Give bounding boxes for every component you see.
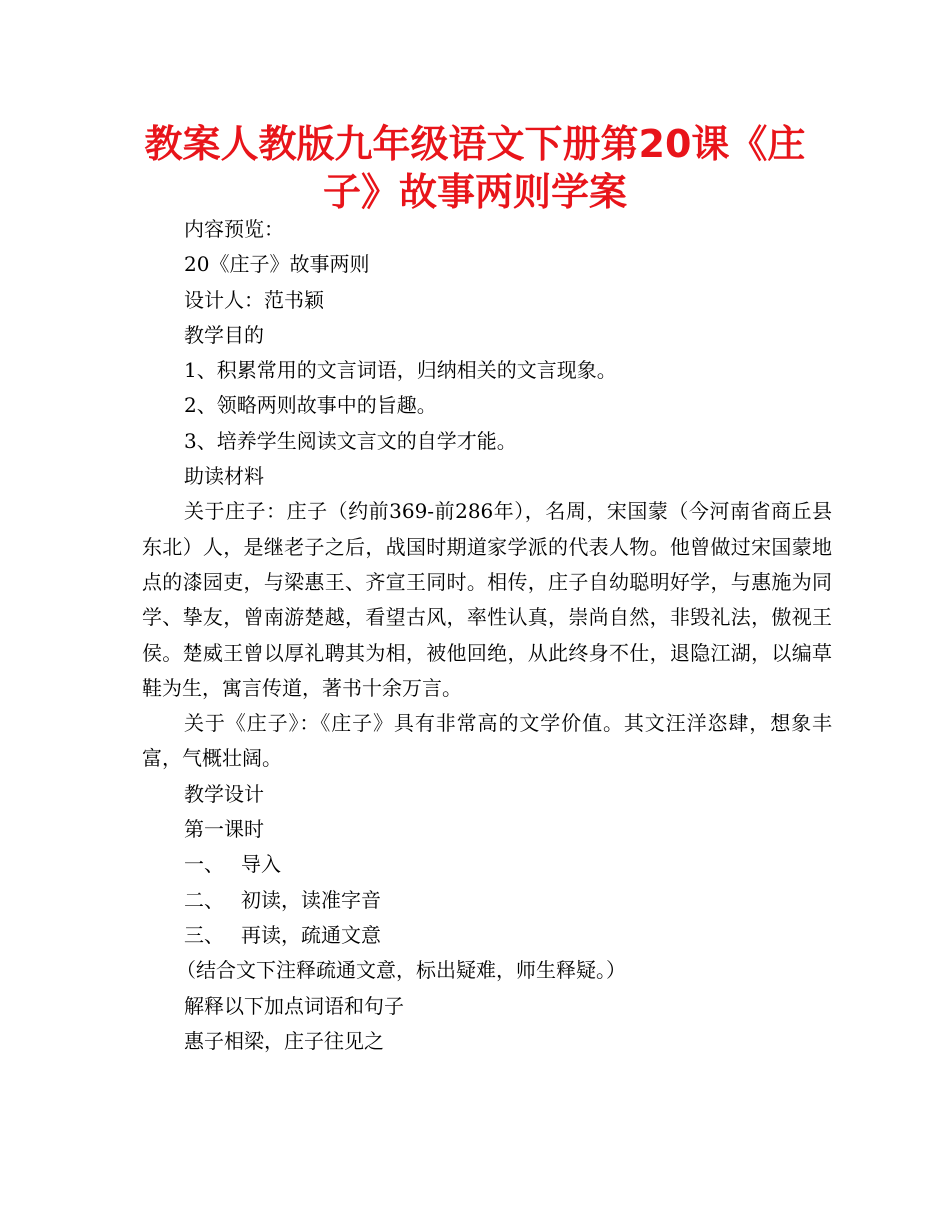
objective-item: 1、积累常用的文言词语，归纳相关的文言现象。	[184, 358, 617, 383]
explain-heading: 解释以下加点词语和句子	[184, 993, 404, 1018]
preview-label: 内容预览：	[184, 217, 284, 241]
objective-item: 2、领略两则故事中的旨趣。	[184, 393, 437, 418]
step-text: 导入	[241, 852, 281, 877]
designer-line: 设计人：范书颖	[184, 287, 324, 312]
objectives-heading: 教学目的	[184, 322, 264, 347]
step-number: 一、	[184, 852, 224, 877]
document-body	[142, 212, 832, 1059]
annotation-note: （结合文下注释疏通文意，标出疑难，师生释疑。）	[176, 958, 626, 983]
lesson-heading: 20《庄子》故事两则	[184, 252, 370, 277]
title-line-2: 子》故事两则学案	[322, 170, 627, 214]
title-line-1: 教案人教版九年级语文下册第20课《庄	[144, 122, 806, 166]
step-item	[142, 918, 832, 953]
step-number: 二、	[184, 887, 224, 912]
objective-item: 3、培养学生阅读文言文的自学才能。	[184, 428, 517, 453]
period-heading: 第一课时	[184, 817, 264, 842]
step-item	[142, 883, 832, 918]
step-text: 再读，疏通文意	[241, 922, 381, 947]
document-title	[140, 120, 810, 216]
about-zhuangzi-paragraph: 关于庄子：庄子（约前369-前286年），名周，宋国蒙（今河南省商丘县东北）人，是继老子之后，战国时期道家学派的代表人物。他曾做过宋国蒙地点的漆园吏，与梁惠王、齐宣王同时。相传，庄子自幼聪明好学，与惠施为同学、挚友，曾南游楚越，看望古风，率性认真，崇尚自然，非毁礼法，傲视王侯。楚威王曾以厚礼聘其为相，被他回绝，从此终身不仕，退隐江湖，以编草鞋为生，寓言传道，著书十余万言。	[142, 499, 832, 700]
design-heading: 教学设计	[184, 781, 264, 806]
step-number: 三、	[184, 922, 224, 947]
step-text: 初读，读准字音	[241, 887, 381, 912]
step-item	[142, 847, 832, 882]
about-book-paragraph: 关于《庄子》：《庄子》具有非常高的文学价值。其文汪洋恣肆，想象丰富，气概壮阔。	[142, 711, 832, 771]
reading-heading: 助读材料	[184, 464, 264, 489]
example-sentence: 惠子相梁，庄子往见之	[184, 1028, 384, 1053]
